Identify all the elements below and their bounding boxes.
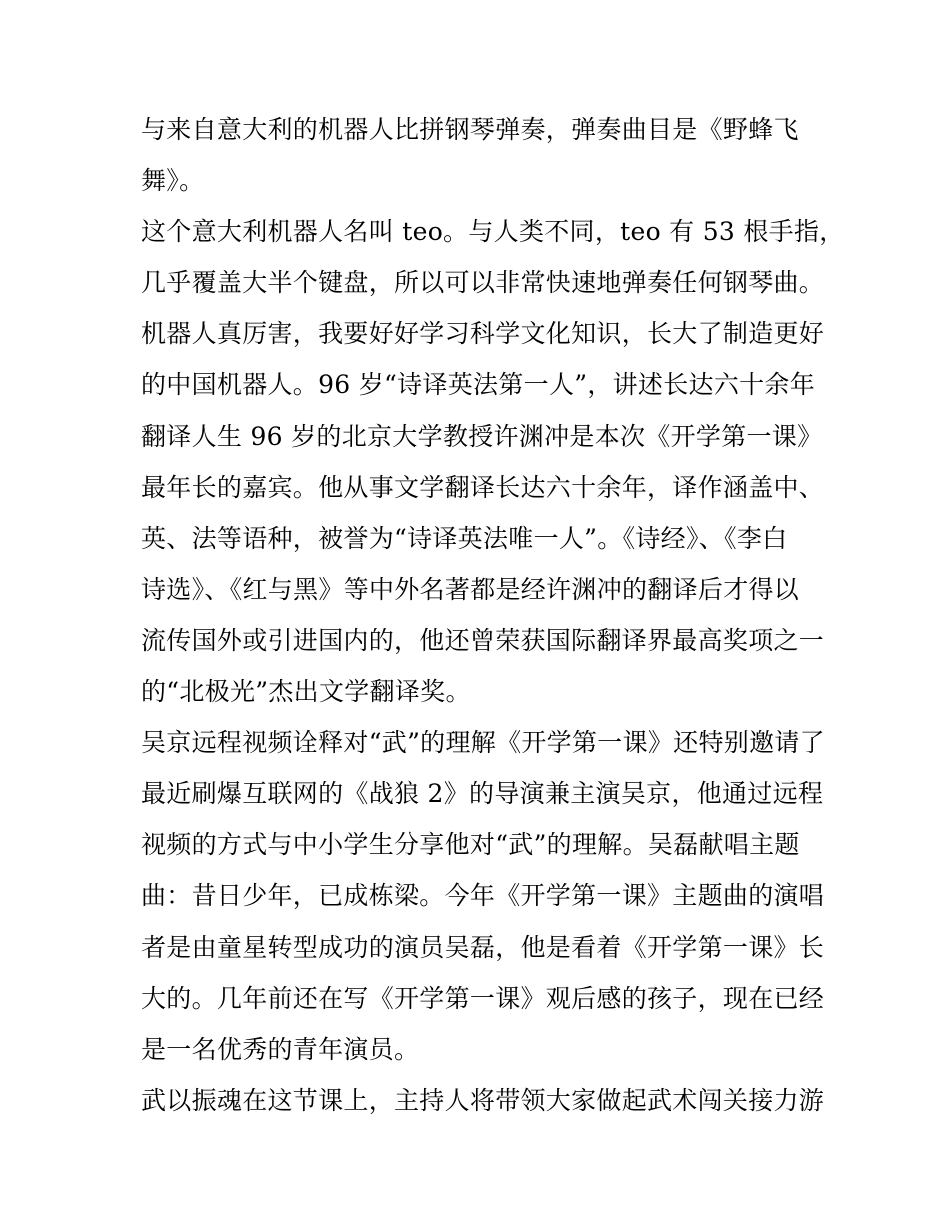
text-line: 与来自意大利的机器人比拼钢琴弹奏，弹奏曲目是《野蜂飞 — [141, 115, 799, 144]
text-line: 大的。几年前还在写《开学第一课》观后感的孩子，现在已经 — [141, 983, 825, 1013]
text-line: 的“北极光”杰出文学翻译奖。 — [141, 677, 471, 707]
text-line: 诗选》、《红与黑》等中外名著都是经许渊冲的翻译后才得以 — [141, 574, 800, 604]
text-line: 最年长的嘉宾。他从事文学翻译长达六十余年，译作涵盖中、 — [141, 472, 825, 502]
text-line: 最近刷爆互联网的《战狼 2》的导演兼主演吴京，他通过远程 — [141, 779, 824, 809]
text-line: 流传国外或引进国内的，他还曾荣获国际翻译界最高奖项之一 — [141, 625, 825, 655]
text-line: 这个意大利机器人名叫 teo。与人类不同，teo 有 53 根手指， — [141, 217, 845, 247]
text-line: 是一名优秀的青年演员。 — [141, 1034, 420, 1064]
text-line: 几乎覆盖大半个键盘，所以可以非常快速地弹奏任何钢琴曲。 — [141, 268, 825, 298]
text-line: 吴京远程视频诠释对“武”的理解《开学第一课》还特别邀请了 — [141, 728, 825, 758]
text-line: 的中国机器人。96 岁“诗译英法第一人”，讲述长达六十余年 — [141, 370, 816, 400]
text-line: 英、法等语种，被誉为“诗译英法唯一人”。《诗经》、《李白 — [141, 523, 788, 553]
text-line: 翻译人生 96 岁的北京大学教授许渊冲是本次《开学第一课》 — [141, 421, 823, 451]
text-line: 视频的方式与中小学生分享他对“武”的理解。吴磊献唱主题 — [141, 830, 800, 860]
text-line: 者是由童星转型成功的演员吴磊，他是看着《开学第一课》长 — [141, 932, 825, 962]
text-line: 机器人真厉害，我要好好学习科学文化知识，长大了制造更好 — [141, 319, 825, 349]
text-line: 舞》。 — [141, 166, 205, 196]
text-line: 武以振魂在这节课上，主持人将带领大家做起武术闯关接力游 — [141, 1085, 825, 1115]
document-body — [141, 104, 845, 1126]
text-line: 曲：昔日少年，已成栋梁。今年《开学第一课》主题曲的演唱 — [141, 881, 825, 911]
